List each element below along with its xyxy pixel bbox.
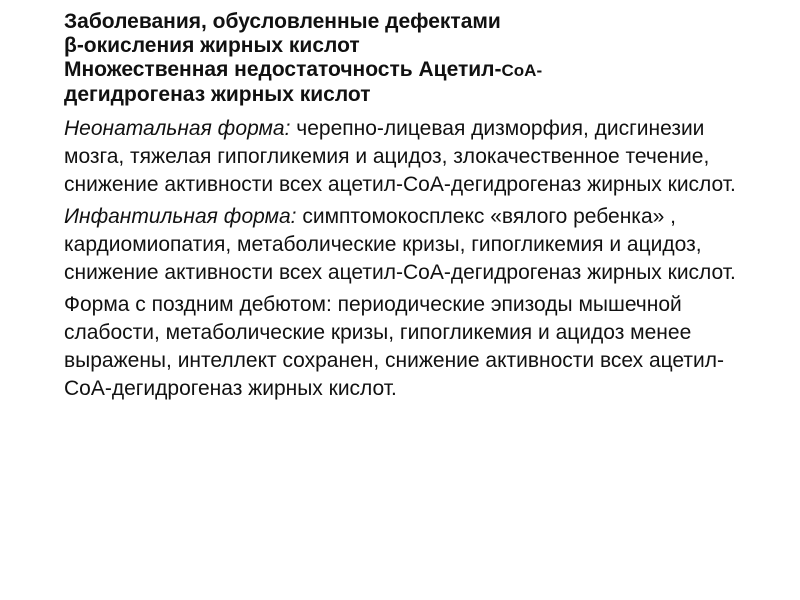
paragraph-infantile-text: симптомокосплекс «вялого ребенка» , кардиомиопатия, метаболические кризы, гипогликемия и ацидоз, снижение активности всех ацетил-CоА-дегидрогеназ жирных кислот.	[64, 205, 736, 284]
paragraph-late-onset	[64, 291, 764, 403]
title-line-3-coa: CoA-	[501, 61, 543, 80]
title-line-3	[64, 58, 764, 83]
paragraph-neonatal-lead: Неонатальная форма:	[64, 117, 291, 140]
slide-title	[64, 10, 764, 107]
title-line-3-main: Множественная недостаточность Ацетил-	[64, 58, 502, 81]
title-line-4: дегидрогеназ жирных кислот	[64, 83, 371, 106]
paragraph-infantile	[64, 203, 764, 287]
paragraph-late-onset-text: Форма с поздним дебютом: периодические эпизоды мышечной слабости, метаболические кризы, гипогликемия и ацидоз менее выражены, интеллект сохранен, снижение активности всех ацетил-CоА-дегидрогеназ жирных кислот.	[64, 293, 725, 400]
paragraph-infantile-lead: Инфантильная форма:	[64, 205, 297, 228]
paragraph-neonatal-text: черепно-лицевая дизморфия, дисгинезии мозга, тяжелая гипогликемия и ацидоз, злокачественное течение, снижение активности всех ацетил-CоА-дегидрогеназ жирных кислот.	[64, 117, 736, 196]
slide-content	[64, 10, 764, 407]
title-line-1: Заболевания, обусловленные дефектами	[64, 10, 501, 33]
paragraph-neonatal	[64, 115, 764, 199]
title-line-2: β-окисления жирных кислот	[64, 34, 360, 57]
